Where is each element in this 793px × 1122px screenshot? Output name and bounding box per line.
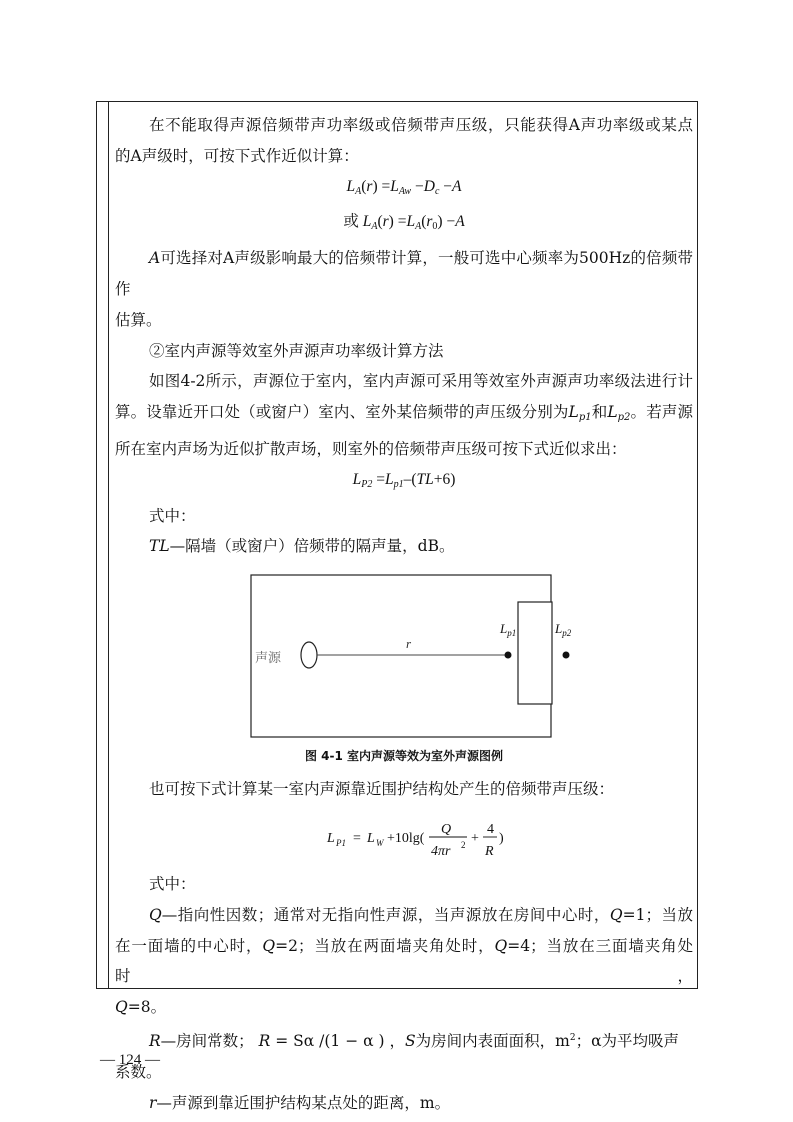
equation-4 bbox=[115, 807, 693, 869]
paragraph-2-line-2: 估算。 bbox=[115, 310, 162, 329]
svg-text:4πr: 4πr bbox=[431, 843, 451, 859]
eq1-t1-sub: Aw bbox=[398, 185, 412, 197]
eq2-prefix: 或 bbox=[343, 213, 363, 231]
svg-text:Q: Q bbox=[441, 821, 452, 837]
svg-text:W: W bbox=[376, 837, 384, 848]
lp1-label: $L_{p1}$ bbox=[500, 621, 517, 639]
equation-3: $L_{P2} =L_{p1}-(TL+6)$ bbox=[352, 470, 456, 490]
eq1-minus1: − bbox=[411, 177, 424, 195]
eq1-t2: D bbox=[423, 177, 435, 195]
wall-window-block bbox=[518, 602, 552, 704]
svg-text:P1: P1 bbox=[336, 837, 346, 848]
eq2-t1: L bbox=[406, 213, 416, 231]
r-definition: R—房间常数； R = Sα /(1 − α ) ，S为房间内表面面积，$m^2$；α为平均吸声系数。 bbox=[115, 1032, 680, 1081]
svg-text:+10lg(: +10lg( bbox=[387, 830, 425, 846]
lp2-label: $L_{p2}$ bbox=[555, 621, 572, 639]
room-source-figure bbox=[115, 574, 693, 774]
paragraph-1-line-1: 在不能取得声源倍频带声功率级或倍频带声压级，只能获得A声功率级或某点 bbox=[149, 116, 693, 134]
eq2-t1-sub: A bbox=[415, 221, 422, 233]
where-label-2: 式中： bbox=[149, 874, 196, 893]
svg-text:L: L bbox=[327, 830, 335, 846]
column-divider bbox=[108, 101, 109, 989]
eq1-lhs: L bbox=[346, 177, 356, 195]
r-label: r bbox=[406, 636, 412, 652]
paragraph-2-line-1 bbox=[115, 243, 693, 305]
svg-text:+: + bbox=[471, 830, 479, 846]
eq2-t2: A bbox=[455, 213, 465, 231]
para2-var: A bbox=[149, 249, 161, 268]
equation-2 bbox=[115, 207, 693, 243]
where-label-1: 式中： bbox=[149, 506, 196, 525]
eq2-lhs: L bbox=[362, 213, 372, 231]
eq1-lhs-sub: A bbox=[355, 185, 362, 197]
paragraph-1-line-2: 的A声级时，可按下式作近似计算： bbox=[115, 146, 359, 165]
equation-1 bbox=[115, 172, 693, 208]
eq1-arg: (r) bbox=[361, 177, 378, 195]
svg-text:2: 2 bbox=[461, 839, 466, 850]
equation-4-graphic bbox=[325, 807, 565, 867]
lp1-point bbox=[505, 652, 512, 659]
tl-definition: TL—隔墙（或窗户）倍频带的隔声量，dB。 bbox=[149, 537, 455, 556]
svg-text:4: 4 bbox=[487, 821, 494, 837]
eq2-minus: − bbox=[442, 213, 456, 231]
eq1-eq: = bbox=[377, 177, 391, 195]
small-r-definition: r—声源到靠近围护结构某点处的距离，m。 bbox=[149, 1093, 451, 1112]
paragraph-4: 也可按下式计算某一室内声源靠近围护结构处产生的倍频带声压级： bbox=[149, 780, 615, 799]
q-definition-line-2: 在一面墙的中心时，Q=2；当放在两面墙夹角处时，Q=4；当放在三面墙夹角处时， bbox=[115, 936, 693, 986]
lp2-point bbox=[563, 652, 570, 659]
section-heading-2: ②室内声源等效室外声源声功率级计算方法 bbox=[149, 341, 444, 360]
svg-text:L: L bbox=[367, 830, 375, 846]
q-definition-line-3: Q=8。 bbox=[115, 998, 167, 1017]
svg-text:=: = bbox=[353, 830, 361, 846]
document-body bbox=[115, 110, 693, 1118]
paragraph-3-line-1: 如图4-2所示，声源位于室内，室内声源可采用等效室外声源声功率级法进行计 bbox=[149, 372, 693, 391]
eq1-t1: L bbox=[390, 177, 399, 195]
paragraph-3-line-3: 所在室内声场为近似扩散声场，则室外的倍频带声压级可按下式近似求出： bbox=[115, 439, 627, 458]
paragraph-3-line-2: 算。设靠近开口处（或窗户）室内、室外某倍频带的声压级分别为$L_{p1}$和$L_{p2}$。若声源 bbox=[115, 403, 693, 424]
eq2-eq: = bbox=[393, 213, 407, 231]
eq1-t3: A bbox=[452, 177, 462, 195]
source-label: 声源 bbox=[255, 651, 282, 667]
para2-text: 可选择对A声级影响最大的倍频带计算，一般可选中心频率为500Hz的倍频带作 bbox=[115, 249, 693, 298]
svg-text:): ) bbox=[499, 830, 504, 846]
eq1-t2-sub: c bbox=[434, 185, 440, 197]
eq1-minus2: − bbox=[439, 177, 453, 195]
sound-source-ellipse bbox=[301, 642, 317, 668]
room-diagram bbox=[250, 574, 570, 742]
page-number: — 124 — bbox=[100, 1052, 160, 1068]
figure-caption: 图 4-1 室内声源等效为室外声源图例 bbox=[304, 749, 504, 764]
svg-text:R: R bbox=[485, 843, 494, 859]
q-definition-line-1: Q—指向性因数；通常对无指向性声源，当声源放在房间中心时，Q=1；当放 bbox=[149, 905, 693, 924]
eq2-arg: (r) bbox=[377, 213, 394, 231]
eq2-lhs-sub: A bbox=[371, 221, 378, 233]
eq2-arg2: $(r_0)$ bbox=[421, 213, 443, 233]
